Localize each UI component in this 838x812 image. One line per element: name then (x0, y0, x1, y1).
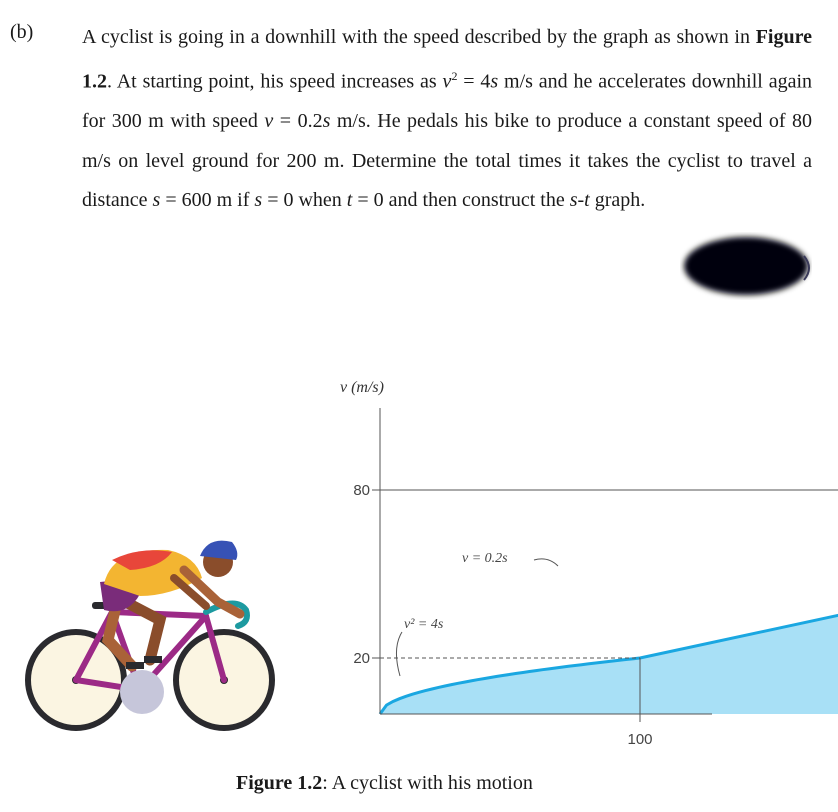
eq3-rest: = 600 m if (160, 189, 255, 212)
y-tick-label-20: 20 (353, 650, 370, 667)
caption-label: Figure 1.2 (236, 772, 323, 794)
cyclist-illustration (28, 541, 272, 728)
bike-chainring (120, 670, 164, 714)
figure-reference: Figure 1.2 (82, 26, 812, 94)
problem-text-2: . At starting point, his speed increases as (107, 71, 443, 94)
eq1-v: v (442, 71, 452, 94)
eq4-val: = 0 (352, 189, 384, 212)
problem-text-1: A cyclist is going in a downhill with the speed described by the graph as shown in (82, 26, 756, 48)
st-graph-term: s-t (569, 189, 590, 212)
figure-caption (236, 772, 533, 795)
problem-text-4: m/s. He pedals his bike to produce a constant speed of 80 m/s on level ground for 200 m. Determine the total times it takes the cyclist to travel a distance (82, 110, 813, 212)
segment-label-linear: v = 0.2s (462, 551, 508, 566)
part-label: (b) (10, 21, 34, 43)
eq3-s: s (152, 189, 161, 212)
eq1-exp: 2 (451, 69, 458, 84)
x-tick-label-100: 100 (627, 731, 653, 748)
segment-label-parabola: v² = 4s (404, 617, 444, 632)
y-tick-label-80: 80 (353, 482, 370, 499)
eq4-s: s (254, 189, 263, 212)
problem-text-5: and then construct the (383, 189, 570, 212)
problem-text-3: m/s and he accelerates downhill again for 300 m with speed (82, 71, 813, 133)
y-axis-label: v (m/s) (340, 379, 384, 396)
eq2-v: v (264, 110, 274, 133)
eq1-s: s (490, 71, 499, 94)
label-leader-parabola (396, 632, 402, 676)
eq4-rest: = 0 when (262, 189, 347, 212)
problem-text-6: graph. (589, 189, 646, 212)
caption-text: : A cyclist with his motion (322, 772, 533, 794)
eq4-t: t (346, 189, 353, 212)
label-leader-linear (534, 559, 558, 566)
eq1-rest: = 4 (457, 71, 491, 94)
eq2-s: s (322, 110, 331, 133)
velocity-distance-chart (340, 379, 838, 748)
chart-fill-area (380, 490, 838, 714)
eq2-mid: = 0.2 (273, 110, 323, 133)
